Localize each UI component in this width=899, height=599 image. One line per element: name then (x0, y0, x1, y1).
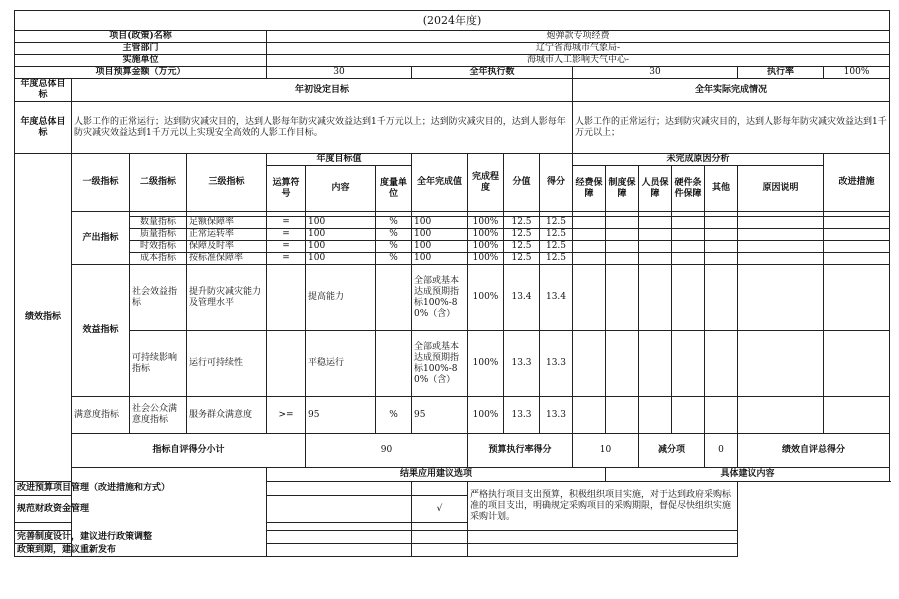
other-header: 其他 (705, 166, 738, 212)
dept-value: 辽宁省海城市气象局- (267, 43, 890, 55)
completion-cell: 100% (468, 397, 504, 434)
impl-label: 实施单位 (15, 55, 267, 67)
personnel-header: 人员保障 (639, 166, 672, 212)
funding-header: 经费保障 (573, 166, 606, 212)
score-cell: 12.5 (504, 217, 540, 229)
value-cell: 100 (412, 241, 468, 253)
suggestion-detail: 严格执行项目支出预算，积极组织项目实施，对于达到政府采购标准的项目支出，明确规定采购项目的采购期限，督促尽快组织实施采购计划。 (468, 482, 738, 531)
unit-cell: % (376, 229, 412, 241)
obtained-cell: 12.5 (540, 217, 573, 229)
level3-cell: 按标准保障率 (187, 253, 267, 265)
budget-label: 项目预算金额（万元） (15, 67, 267, 79)
hardware-header: 硬件条件保障 (672, 166, 705, 212)
obtained-cell: 12.5 (540, 229, 573, 241)
level1-header: 一级指标 (72, 154, 130, 212)
deduct-label: 减分项 (639, 434, 705, 468)
budget-value: 30 (267, 67, 412, 79)
value-cell: 全部或基本达成预期指标100%-80%（含） (412, 331, 468, 397)
value-cell: 100 (412, 229, 468, 241)
level2-header: 二级指标 (130, 154, 187, 212)
obtained-cell: 13.3 (540, 331, 573, 397)
op-cell: = (267, 229, 306, 241)
content-cell: 100 (306, 241, 376, 253)
content-cell: 100 (306, 217, 376, 229)
completion-cell: 100% (468, 229, 504, 241)
value-cell: 100 (412, 253, 468, 265)
improvement-header: 改进措施 (824, 154, 890, 212)
level3-cell: 服务群众满意度 (187, 397, 267, 434)
completion-cell: 100% (468, 253, 504, 265)
level3-cell: 保障及时率 (187, 241, 267, 253)
unit-cell: % (376, 397, 412, 434)
deduct-value: 0 (705, 434, 738, 468)
suggestion-option: 改进预算项目管理（改进措施和方式） (15, 482, 412, 496)
unit-cell: % (376, 217, 412, 229)
score-cell: 13.3 (504, 397, 540, 434)
content-cell: 100 (306, 253, 376, 265)
score-header: 分值 (504, 154, 540, 212)
self-score-value: 90 (306, 434, 468, 468)
value-cell: 全部或基本达成预期指标100%-80%（含） (412, 265, 468, 331)
budget-rate-label: 预算执行率得分 (468, 434, 573, 468)
budget-rate-value: 10 (573, 434, 639, 468)
self-score-label: 指标自评得分小计 (72, 434, 306, 468)
op-cell: = (267, 253, 306, 265)
op-symbol-header: 运算符号 (267, 166, 306, 212)
exec-label: 全年执行数 (412, 67, 573, 79)
op-cell: = (267, 241, 306, 253)
score-cell: 12.5 (504, 241, 540, 253)
evaluation-table (14, 10, 890, 557)
satisfaction-indicator: 满意度指标 (72, 397, 130, 434)
total-label: 绩效自评总得分 (738, 434, 890, 468)
obtained-cell: 12.5 (540, 253, 573, 265)
reason-note-header: 原因说明 (738, 166, 824, 212)
project-value: 炮弹款专项经费 (267, 31, 890, 43)
unit-header: 度量单位 (376, 166, 412, 212)
content-cell: 提高能力 (306, 265, 376, 331)
unit-cell: % (376, 241, 412, 253)
content-header: 内容 (306, 166, 376, 212)
dept-label: 主管部门 (15, 43, 267, 55)
completion-cell: 100% (468, 217, 504, 229)
level3-cell: 运行可持续性 (187, 331, 267, 397)
rate-label: 执行率 (738, 67, 824, 79)
project-label: 项目(政策)名称 (15, 31, 267, 43)
obtained-cell: 12.5 (540, 241, 573, 253)
initial-goal-text: 人影工作的正常运行；达到防灾减灾目的，达到人影每年防灾减灾效益达到1千万元以上；达到防灾减灾目的，达到人影每年防灾减灾效益达到1千万元以上实现安全高效的人影工作目标。 (72, 102, 573, 154)
unit-cell: % (376, 253, 412, 265)
suggestion-option: 政策到期，建议重新发布 (15, 544, 412, 557)
level2-cell: 可持续影响指标 (130, 331, 187, 397)
output-indicator: 产出指标 (72, 212, 130, 265)
op-cell: = (267, 217, 306, 229)
level3-cell: 足额保障率 (187, 217, 267, 229)
year-title: (2024年度) (15, 11, 890, 31)
score-cell: 12.5 (504, 253, 540, 265)
score-cell: 12.5 (504, 229, 540, 241)
op-cell: >= (267, 397, 306, 434)
obtained-cell: 13.3 (540, 397, 573, 434)
overall-goal-label-2: 年度总体目标 (15, 102, 72, 154)
performance-evaluation-sheet (14, 10, 885, 557)
score-cell: 13.4 (504, 265, 540, 331)
initial-goal-label: 年初设定目标 (72, 79, 573, 102)
annual-target-header: 年度目标值 (267, 154, 412, 166)
content-label: 具体建议内容 (606, 468, 890, 482)
benefit-indicator: 效益指标 (72, 265, 130, 397)
completion-cell: 100% (468, 241, 504, 253)
rate-value: 100% (824, 67, 890, 79)
op-cell (267, 331, 306, 397)
level3-cell: 提升防灾减灾能力及管理水平 (187, 265, 267, 331)
level2-cell: 社会效益指标 (130, 265, 187, 331)
options-label: 结果应用建议选项 (267, 468, 606, 482)
unit-cell (376, 331, 412, 397)
score-cell: 13.3 (504, 331, 540, 397)
level2-cell: 数量指标 (130, 217, 187, 229)
actual-goal-label: 全年实际完成情况 (573, 79, 890, 102)
level3-header: 三级指标 (187, 154, 267, 212)
suggestion-check[interactable] (412, 544, 468, 557)
suggestion-check[interactable] (412, 531, 468, 544)
level2-cell: 成本指标 (130, 253, 187, 265)
level2-cell: 质量指标 (130, 229, 187, 241)
suggestion-check[interactable] (412, 482, 468, 496)
perf-indicators-label: 绩效指标 (15, 154, 72, 482)
actual-goal-text: 人影工作的正常运行；达到防灾减灾目的，达到人影每年防灾减灾效益达到1千万元以上； (573, 102, 890, 154)
content-cell: 95 (306, 397, 376, 434)
suggestion-option: 完善制度设计，建议进行政策调整 (15, 531, 412, 544)
completion-cell: 100% (468, 331, 504, 397)
value-cell: 95 (412, 397, 468, 434)
impl-value: 海城市人工影响天气中心- (267, 55, 890, 67)
unit-cell (376, 265, 412, 331)
content-cell: 平稳运行 (306, 331, 376, 397)
overall-goal-label: 年度总体目标 (15, 79, 72, 102)
level2-cell: 时效指标 (130, 241, 187, 253)
completion-cell: 100% (468, 265, 504, 331)
system-header: 制度保障 (606, 166, 639, 212)
exec-value: 30 (573, 67, 738, 79)
obtained-header: 得分 (540, 154, 573, 212)
full-year-value-header: 全年完成值 (412, 154, 468, 212)
obtained-cell: 13.4 (540, 265, 573, 331)
level3-cell: 正常运转率 (187, 229, 267, 241)
completion-header: 完成程度 (468, 154, 504, 212)
level2-cell: 社会公众满意度指标 (130, 397, 187, 434)
unfinished-reason-header: 未完成原因分析 (573, 154, 824, 166)
value-cell: 100 (412, 217, 468, 229)
op-cell (267, 265, 306, 331)
content-cell: 100 (306, 229, 376, 241)
suggestion-check[interactable]: √ (412, 496, 468, 523)
suggestion-option: 规范财政资金管理 (15, 496, 412, 523)
